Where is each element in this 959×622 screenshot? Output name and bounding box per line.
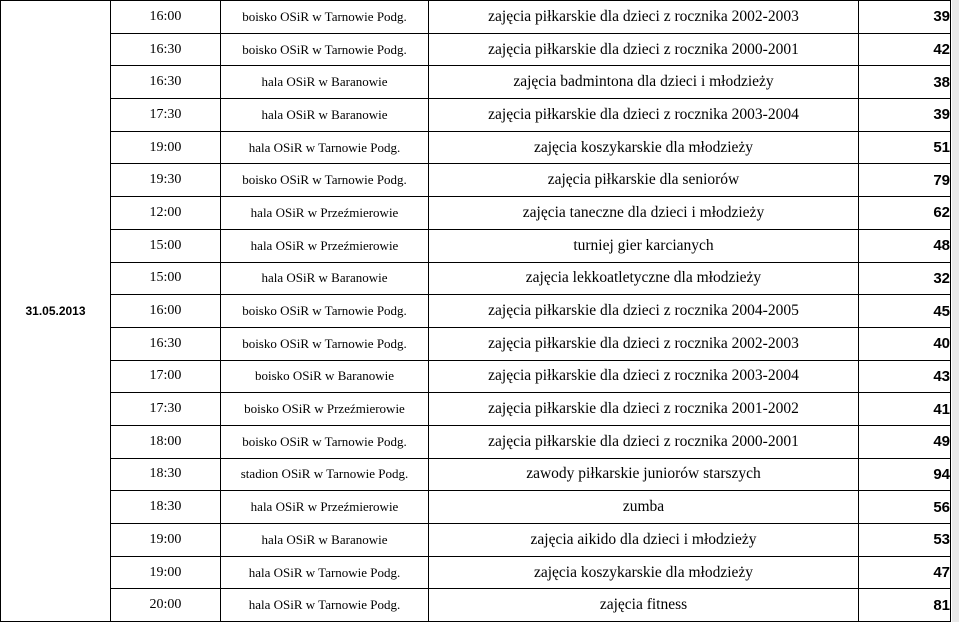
time-cell: 15:00 <box>111 262 221 295</box>
time-cell: 17:30 <box>111 99 221 132</box>
place-cell: boisko OSiR w Tarnowie Podg. <box>221 425 429 458</box>
place-cell: stadion OSiR w Tarnowie Podg. <box>221 458 429 491</box>
time-cell: 16:30 <box>111 33 221 66</box>
table-row <box>1 327 951 360</box>
table-row <box>1 556 951 589</box>
time-cell: 15:00 <box>111 229 221 262</box>
activity-cell: zajęcia piłkarskie dla dzieci z rocznika 2001-2002 <box>429 393 859 426</box>
place-cell: boisko OSiR w Tarnowie Podg. <box>221 164 429 197</box>
place-cell: boisko OSiR w Tarnowie Podg. <box>221 327 429 360</box>
count-cell: 51 <box>859 131 951 164</box>
count-cell: 41 <box>859 393 951 426</box>
table-row <box>1 262 951 295</box>
place-cell: hala OSiR w Baranowie <box>221 99 429 132</box>
table-row <box>1 66 951 99</box>
count-cell: 53 <box>859 524 951 557</box>
activity-cell: zajęcia taneczne dla dzieci i młodzieży <box>429 197 859 230</box>
place-cell: hala OSiR w Baranowie <box>221 66 429 99</box>
time-cell: 16:30 <box>111 66 221 99</box>
time-cell: 17:30 <box>111 393 221 426</box>
activity-cell: zajęcia piłkarskie dla dzieci z rocznika 2004-2005 <box>429 295 859 328</box>
place-cell: hala OSiR w Przeźmierowie <box>221 491 429 524</box>
time-cell: 16:00 <box>111 295 221 328</box>
date-cell: 31.05.2013 <box>1 1 111 622</box>
count-cell: 81 <box>859 589 951 622</box>
time-cell: 19:30 <box>111 164 221 197</box>
table-row <box>1 425 951 458</box>
time-cell: 18:30 <box>111 491 221 524</box>
schedule-rows <box>1 1 951 622</box>
table-row <box>1 164 951 197</box>
time-cell: 12:00 <box>111 197 221 230</box>
place-cell: hala OSiR w Baranowie <box>221 262 429 295</box>
activity-cell: zumba <box>429 491 859 524</box>
count-cell: 45 <box>859 295 951 328</box>
count-cell: 49 <box>859 425 951 458</box>
activity-cell: zajęcia piłkarskie dla dzieci z rocznika 2002-2003 <box>429 327 859 360</box>
activity-cell: zajęcia fitness <box>429 589 859 622</box>
place-cell: hala OSiR w Baranowie <box>221 524 429 557</box>
count-cell: 43 <box>859 360 951 393</box>
place-cell: boisko OSiR w Tarnowie Podg. <box>221 1 429 34</box>
place-cell: boisko OSiR w Tarnowie Podg. <box>221 33 429 66</box>
table-row <box>1 229 951 262</box>
time-cell: 16:30 <box>111 327 221 360</box>
place-cell: hala OSiR w Tarnowie Podg. <box>221 556 429 589</box>
time-cell: 18:30 <box>111 458 221 491</box>
count-cell: 94 <box>859 458 951 491</box>
place-cell: hala OSiR w Tarnowie Podg. <box>221 589 429 622</box>
activity-cell: zajęcia piłkarskie dla dzieci z rocznika 2000-2001 <box>429 425 859 458</box>
time-cell: 19:00 <box>111 131 221 164</box>
activity-cell: zajęcia aikido dla dzieci i młodzieży <box>429 524 859 557</box>
activity-cell: zajęcia koszykarskie dla młodzieży <box>429 556 859 589</box>
activity-cell: zajęcia piłkarskie dla dzieci z rocznika 2000-2001 <box>429 33 859 66</box>
place-cell: boisko OSiR w Tarnowie Podg. <box>221 295 429 328</box>
activity-cell: turniej gier karcianych <box>429 229 859 262</box>
time-cell: 16:00 <box>111 1 221 34</box>
place-cell: boisko OSiR w Przeźmierowie <box>221 393 429 426</box>
activity-cell: zajęcia piłkarskie dla dzieci z rocznika 2002-2003 <box>429 1 859 34</box>
count-cell: 32 <box>859 262 951 295</box>
table-row <box>1 1 951 34</box>
count-cell: 42 <box>859 33 951 66</box>
activity-cell: zajęcia koszykarskie dla młodzieży <box>429 131 859 164</box>
table-row <box>1 360 951 393</box>
table-row <box>1 131 951 164</box>
activity-cell: zawody piłkarskie juniorów starszych <box>429 458 859 491</box>
count-cell: 39 <box>859 99 951 132</box>
table-row <box>1 393 951 426</box>
place-cell: hala OSiR w Przeźmierowie <box>221 229 429 262</box>
count-cell: 79 <box>859 164 951 197</box>
table-row <box>1 99 951 132</box>
time-cell: 18:00 <box>111 425 221 458</box>
count-cell: 47 <box>859 556 951 589</box>
count-cell: 38 <box>859 66 951 99</box>
count-cell: 40 <box>859 327 951 360</box>
count-cell: 48 <box>859 229 951 262</box>
activity-cell: zajęcia lekkoatletyczne dla młodzieży <box>429 262 859 295</box>
count-cell: 39 <box>859 1 951 34</box>
activity-cell: zajęcia piłkarskie dla dzieci z rocznika 2003-2004 <box>429 360 859 393</box>
table-row <box>1 33 951 66</box>
time-cell: 19:00 <box>111 524 221 557</box>
place-cell: hala OSiR w Tarnowie Podg. <box>221 131 429 164</box>
table-row <box>1 491 951 524</box>
page-edge-strip <box>952 0 959 622</box>
activity-cell: zajęcia piłkarskie dla dzieci z rocznika 2003-2004 <box>429 99 859 132</box>
activity-cell: zajęcia piłkarskie dla seniorów <box>429 164 859 197</box>
table-row <box>1 524 951 557</box>
time-cell: 20:00 <box>111 589 221 622</box>
time-cell: 19:00 <box>111 556 221 589</box>
count-cell: 62 <box>859 197 951 230</box>
table-row <box>1 295 951 328</box>
table-row <box>1 458 951 491</box>
count-cell: 56 <box>859 491 951 524</box>
table-row <box>1 197 951 230</box>
place-cell: hala OSiR w Przeźmierowie <box>221 197 429 230</box>
table-row <box>1 589 951 622</box>
activity-cell: zajęcia badmintona dla dzieci i młodzieży <box>429 66 859 99</box>
place-cell: boisko OSiR w Baranowie <box>221 360 429 393</box>
time-cell: 17:00 <box>111 360 221 393</box>
